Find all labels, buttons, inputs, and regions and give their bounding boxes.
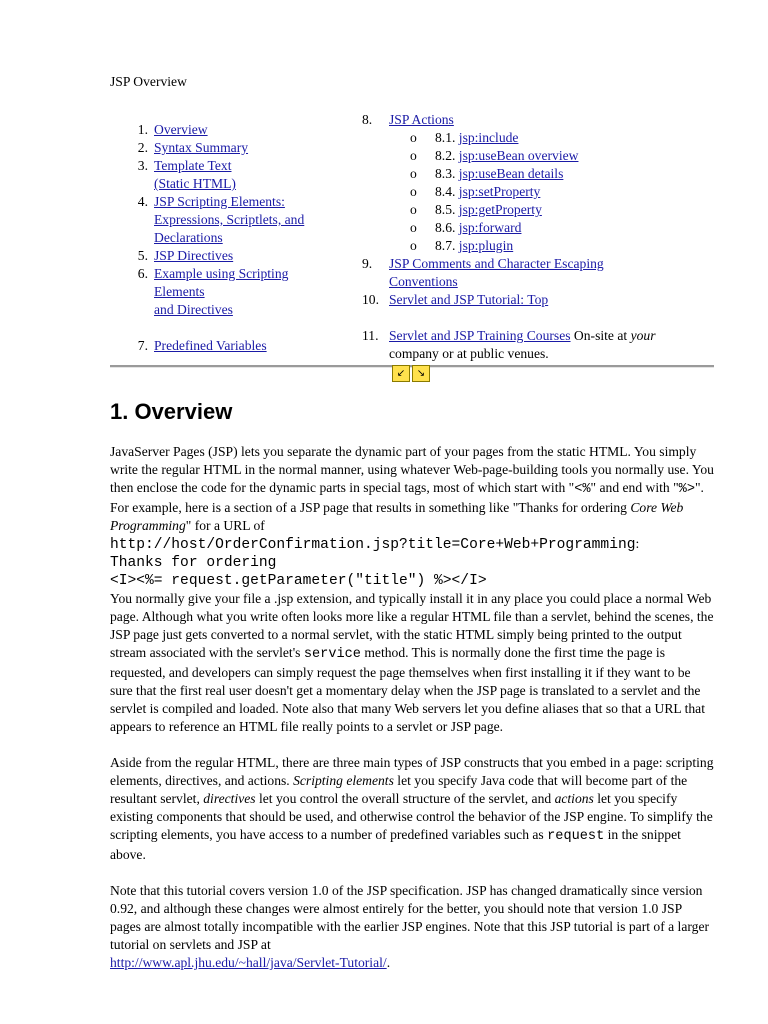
section-heading: 1. Overview — [110, 399, 233, 424]
text: " and end with " — [590, 480, 679, 495]
toc-number: 8. — [362, 112, 373, 127]
emphasis: Core Web Programming — [110, 500, 684, 533]
tutorial-link[interactable]: http://www.apl.jhu.edu/~hall/java/Servlet-Tutorial/ — [110, 955, 387, 970]
toc-item-predefined-variables — [110, 337, 350, 355]
toc-item-example-scripting — [110, 265, 350, 319]
nav-arrows — [392, 365, 430, 382]
bullet-icon: o — [410, 202, 417, 217]
inline-code: %> — [678, 482, 695, 497]
toc-link-scripting-elements[interactable] — [154, 194, 304, 245]
code-line: <I><%= request.getParameter("title") %></I> — [110, 573, 487, 589]
toc-subitem — [362, 219, 722, 237]
toc-link-overview[interactable]: Overview — [154, 122, 208, 137]
toc-item-overview — [110, 121, 350, 139]
toc-link-jsp-include[interactable]: jsp:include — [458, 130, 519, 145]
toc-link-template-text[interactable] — [154, 158, 236, 191]
sub-number: 8.1. — [435, 130, 456, 145]
toc-item-scripting-elements — [110, 193, 350, 247]
link-line: Conventions — [389, 274, 458, 289]
toc-number: 6. — [137, 266, 148, 281]
bullet-icon: o — [410, 130, 417, 145]
text: in the snippet above. — [110, 827, 681, 862]
emphasis: directives — [203, 791, 256, 806]
toc-subitem — [362, 147, 722, 165]
link-line: (Static HTML) — [154, 176, 236, 191]
link-line: Template Text — [154, 158, 232, 173]
text: Aside from the regular HTML, there are three main types of JSP constructs that you embed in a page: scripting elements, directives, and actions. — [110, 755, 714, 788]
bullet-icon: o — [410, 238, 417, 253]
emphasis: actions — [554, 791, 594, 806]
toc-item-comments-escaping — [362, 255, 722, 291]
toc-spacer — [362, 309, 722, 327]
sub-number: 8.3. — [435, 166, 456, 181]
toc-link-predefined-variables[interactable]: Predefined Variables — [154, 338, 267, 353]
sub-number: 8.7. — [435, 238, 456, 253]
paragraph-intro — [110, 443, 714, 554]
text: method. This is normally done the first time the page is requested, and developers can simply request the page themselves when first installing it if they want to be sure that the first real user doesn't get a momentary delay when the JSP page is translated to a servlet and the servlet is compiled and loaded. Note also that many Web servers let you define aliases that so that a URL that appears to reference an HTML file really points to a servlet or JSP page. — [110, 645, 705, 734]
toc-link-getproperty[interactable]: jsp:getProperty — [458, 202, 542, 217]
toc-link-forward[interactable]: jsp:forward — [458, 220, 522, 235]
paragraph-version-note — [110, 882, 714, 972]
toc-subitem — [362, 183, 722, 201]
link-line: Elements — [154, 284, 205, 299]
toc-subitem — [362, 201, 722, 219]
link-line: Example using Scripting — [154, 266, 289, 281]
text: let you specify existing components that should be used, and otherwise control the behavior of the JSP engine. To simplify the scripting elements, you have access to a number of predefined variables such as — [110, 791, 713, 842]
toc-item-tutorial-top — [362, 291, 722, 309]
toc-link-jsp-actions[interactable]: JSP Actions — [389, 112, 454, 127]
link-line: Expressions, Scriptlets, and — [154, 212, 305, 227]
toc-number: 2. — [137, 140, 148, 155]
toc-item-jsp-actions — [362, 111, 722, 129]
toc-link-syntax-summary[interactable]: Syntax Summary — [154, 140, 249, 155]
bullet-icon: o — [410, 184, 417, 199]
toc-number: 10. — [362, 292, 379, 307]
inline-code: request — [547, 829, 605, 844]
toc-number: 11. — [362, 328, 379, 343]
link-line: JSP Comments and Character Escaping — [389, 256, 604, 271]
inline-code: <% — [574, 482, 591, 497]
toc-link-usebean-details[interactable]: jsp:useBean details — [458, 166, 564, 181]
toc-spacer — [110, 319, 350, 337]
toc-subitem — [362, 129, 722, 147]
document-title: JSP Overview — [110, 74, 187, 89]
text: " for a URL of — [185, 518, 265, 533]
training-text: On-site at — [570, 328, 631, 343]
toc-number: 5. — [137, 248, 148, 263]
toc-subitems-container — [362, 129, 722, 255]
text: . — [386, 955, 391, 970]
prev-arrow-icon[interactable]: ↙ — [392, 365, 410, 382]
next-arrow-icon[interactable]: ↘ — [412, 365, 430, 382]
text: : — [635, 536, 640, 551]
text: JavaServer Pages (JSP) lets you separate the dynamic part of your pages from the static HTML. You simply write the regular HTML in the normal manner, using whatever Web-page-building tools you normally use. You then enclose the code for the dynamic parts in special tags, most of which start with " — [110, 444, 714, 495]
inline-code: service — [303, 647, 361, 662]
link-line: and Directives — [154, 302, 233, 317]
toc-link-tutorial-top[interactable]: Servlet and JSP Tutorial: Top — [389, 292, 549, 307]
sub-number: 8.5. — [435, 202, 456, 217]
toc-left-column — [110, 121, 350, 355]
link-line: Declarations — [154, 230, 223, 245]
paragraph-jsp-extension — [110, 590, 714, 736]
toc-item-template-text — [110, 157, 350, 193]
bullet-icon: o — [410, 148, 417, 163]
sub-number: 8.4. — [435, 184, 456, 199]
toc-link-plugin[interactable]: jsp:plugin — [458, 238, 514, 253]
toc-number: 4. — [137, 194, 148, 209]
bullet-icon: o — [410, 220, 417, 235]
toc-link-usebean-overview[interactable]: jsp:useBean overview — [458, 148, 579, 163]
toc-number: 3. — [137, 158, 148, 173]
sub-number: 8.6. — [435, 220, 456, 235]
toc-number: 1. — [137, 122, 148, 137]
text: let you specify Java code that will become part of the resultant servlet, — [110, 773, 688, 806]
emphasis: Scripting elements — [293, 773, 394, 788]
paragraph-constructs — [110, 754, 714, 864]
text: ". For example, here is a section of a JSP page that results in something like "Thanks for ordering — [110, 480, 704, 515]
url-code: http://host/OrderConfirmation.jsp?title=Core+Web+Programming — [110, 537, 636, 553]
bullet-icon: o — [410, 166, 417, 181]
toc-subitem — [362, 237, 722, 255]
toc-item-training-courses — [362, 327, 722, 363]
toc-number: 9. — [362, 256, 373, 271]
paragraph-gap — [110, 864, 714, 882]
training-text: company or at public venues. — [389, 346, 549, 361]
code-line: Thanks for ordering — [110, 555, 277, 571]
text: let you control the overall structure of the servlet, and — [255, 791, 555, 806]
link-line: JSP Scripting Elements: — [154, 194, 285, 209]
toc-number: 7. — [137, 338, 148, 353]
training-emphasis: your — [630, 328, 656, 343]
paragraph-gap — [110, 736, 714, 754]
text: Note that this tutorial covers version 1.0 of the JSP specification. JSP has changed dramatically since version 0.92, and although these changes were almost entirely for the better, you should note that version 1.0 JSP pages are almost totally incompatible with the earlier JSP engines. Note that this JSP tutorial is part of a larger tutorial on servlets and JSP at — [110, 883, 710, 952]
text: You normally give your file a .jsp extension, and typically install it in any place you could place a normal Web page. Although what you write often looks more like a regular HTML file than a servlet, behind the scenes, the JSP page just gets converted to a normal servlet, with the static HTML simply being printed to the output stream associated with the servlet's — [110, 591, 714, 660]
toc-link-directives[interactable]: JSP Directives — [154, 248, 234, 263]
toc-link-example-scripting[interactable] — [154, 266, 288, 317]
sub-number: 8.2. — [435, 148, 456, 163]
toc-link-comments-escaping[interactable] — [389, 256, 604, 289]
toc-sub-list — [362, 129, 722, 255]
toc-item-syntax-summary — [110, 139, 350, 157]
toc-right-column — [362, 111, 722, 363]
toc-link-setproperty[interactable]: jsp:setProperty — [458, 184, 541, 199]
toc-subitem — [362, 165, 722, 183]
toc-item-directives — [110, 247, 350, 265]
toc-link-training-courses[interactable]: Servlet and JSP Training Courses — [389, 328, 571, 343]
section-body — [110, 443, 714, 972]
